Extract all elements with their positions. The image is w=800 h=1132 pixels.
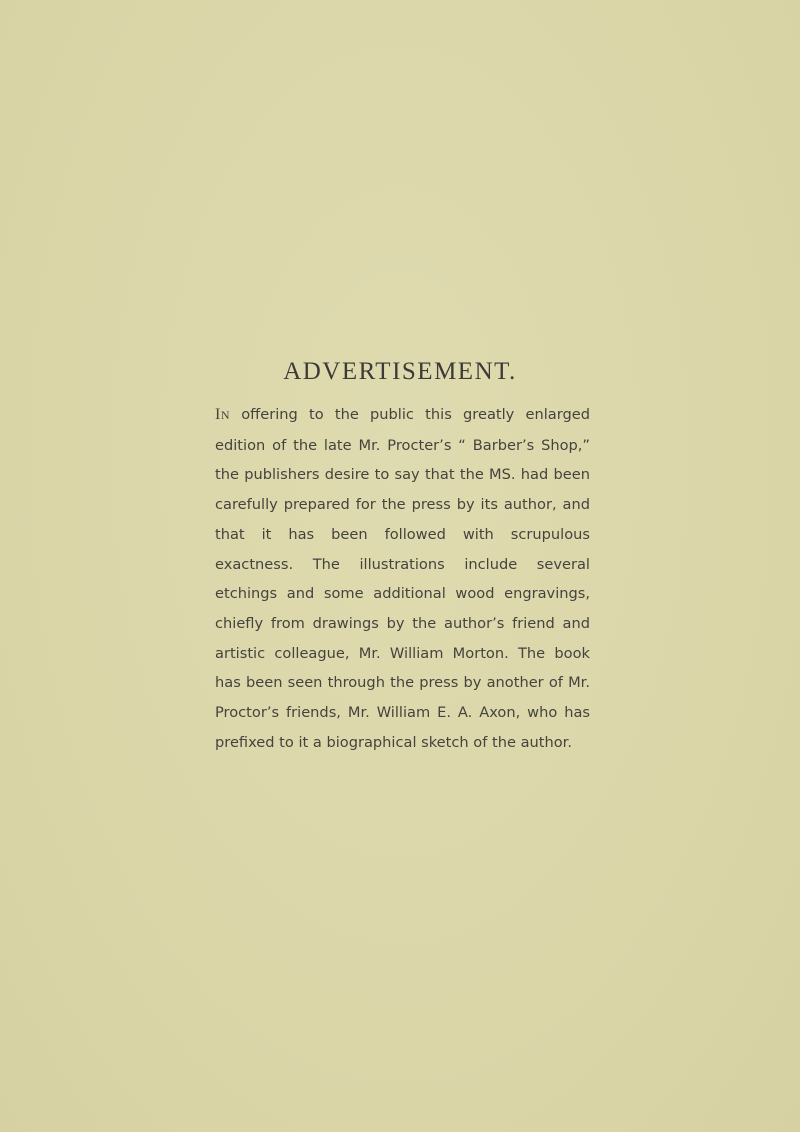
paragraph-lead-word: IN xyxy=(215,406,230,423)
advertisement-paragraph xyxy=(215,400,590,757)
page-heading: ADVERTISEMENT. xyxy=(283,358,517,385)
paragraph-body: offering to the public this greatly enlarged edition of the late Mr. Procter’s “ Barber’s Shop,” the publishers desire to say that the MS. had been carefully prepared for the press by its author, and that it has been followed with scrupulous exactness. The illustrations include several etchings and some additional wood engravings, chiefly from drawings by the author’s friend and artistic colleague, Mr. William Morton. The book has been seen through the press by another of Mr. Proctor’s friends, Mr. William E. A. Axon, who has prefixed to it a biographical sketch of the author. xyxy=(215,406,590,751)
